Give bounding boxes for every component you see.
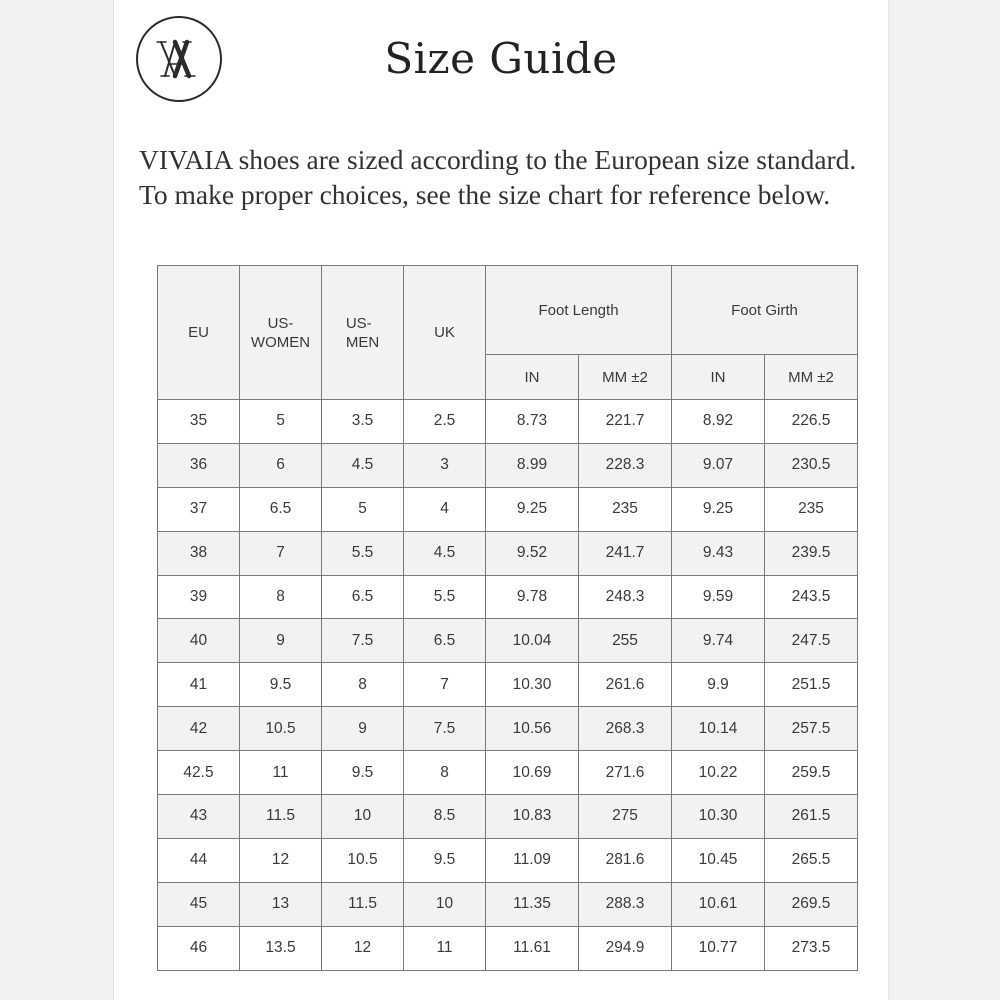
cell-length-mm: 294.9 xyxy=(579,926,672,970)
cell-girth-in: 8.92 xyxy=(672,400,765,444)
cell-us-men: 9 xyxy=(322,707,404,751)
cell-girth-in: 10.61 xyxy=(672,882,765,926)
cell-eu: 41 xyxy=(158,663,240,707)
cell-length-in: 10.56 xyxy=(486,707,579,751)
cell-us-men: 5 xyxy=(322,487,404,531)
cell-length-mm: 248.3 xyxy=(579,575,672,619)
cell-us-women: 5 xyxy=(240,400,322,444)
table-row xyxy=(158,795,858,839)
cell-girth-in: 9.43 xyxy=(672,531,765,575)
cell-uk: 3 xyxy=(404,443,486,487)
cell-length-in: 9.25 xyxy=(486,487,579,531)
cell-length-in: 11.61 xyxy=(486,926,579,970)
size-guide-page xyxy=(113,0,889,1000)
cell-eu: 36 xyxy=(158,443,240,487)
header-girth-mm: MM ±2 xyxy=(765,355,858,400)
header-uk: UK xyxy=(404,266,486,400)
header-girth-in: IN xyxy=(672,355,765,400)
cell-us-men: 11.5 xyxy=(322,882,404,926)
cell-girth-mm: 269.5 xyxy=(765,882,858,926)
cell-length-mm: 241.7 xyxy=(579,531,672,575)
cell-girth-mm: 273.5 xyxy=(765,926,858,970)
cell-length-mm: 268.3 xyxy=(579,707,672,751)
cell-length-in: 10.83 xyxy=(486,795,579,839)
header-us-women xyxy=(240,266,322,400)
cell-girth-mm: 265.5 xyxy=(765,838,858,882)
table-row xyxy=(158,926,858,970)
cell-uk: 8 xyxy=(404,751,486,795)
cell-eu: 38 xyxy=(158,531,240,575)
cell-uk: 7 xyxy=(404,663,486,707)
cell-uk: 2.5 xyxy=(404,400,486,444)
cell-uk: 4.5 xyxy=(404,531,486,575)
cell-length-mm: 261.6 xyxy=(579,663,672,707)
cell-length-mm: 271.6 xyxy=(579,751,672,795)
cell-length-mm: 228.3 xyxy=(579,443,672,487)
cell-us-men: 8 xyxy=(322,663,404,707)
cell-us-men: 6.5 xyxy=(322,575,404,619)
cell-eu: 44 xyxy=(158,838,240,882)
cell-us-women: 6 xyxy=(240,443,322,487)
cell-length-in: 10.30 xyxy=(486,663,579,707)
cell-girth-mm: 251.5 xyxy=(765,663,858,707)
table-row xyxy=(158,707,858,751)
cell-us-women: 7 xyxy=(240,531,322,575)
cell-uk: 6.5 xyxy=(404,619,486,663)
cell-girth-mm: 247.5 xyxy=(765,619,858,663)
cell-us-men: 10 xyxy=(322,795,404,839)
cell-uk: 7.5 xyxy=(404,707,486,751)
cell-uk: 11 xyxy=(404,926,486,970)
cell-girth-in: 10.22 xyxy=(672,751,765,795)
cell-girth-mm: 226.5 xyxy=(765,400,858,444)
intro-text xyxy=(139,142,879,212)
header-foot-length: Foot Length xyxy=(486,266,672,355)
table-row xyxy=(158,619,858,663)
intro-line-1: VIVAIA shoes are sized according to the European size standard. xyxy=(139,144,857,175)
cell-eu: 35 xyxy=(158,400,240,444)
table-row xyxy=(158,838,858,882)
cell-girth-in: 9.9 xyxy=(672,663,765,707)
cell-girth-in: 10.45 xyxy=(672,838,765,882)
header-us-men xyxy=(322,266,404,400)
cell-us-men: 10.5 xyxy=(322,838,404,882)
cell-girth-mm: 261.5 xyxy=(765,795,858,839)
size-table-body xyxy=(158,400,858,971)
cell-us-women: 12 xyxy=(240,838,322,882)
cell-uk: 10 xyxy=(404,882,486,926)
cell-us-women: 13 xyxy=(240,882,322,926)
cell-girth-mm: 235 xyxy=(765,487,858,531)
cell-us-women: 11 xyxy=(240,751,322,795)
cell-eu: 37 xyxy=(158,487,240,531)
cell-girth-mm: 259.5 xyxy=(765,751,858,795)
cell-uk: 4 xyxy=(404,487,486,531)
cell-us-women: 10.5 xyxy=(240,707,322,751)
cell-length-mm: 235 xyxy=(579,487,672,531)
cell-length-in: 9.78 xyxy=(486,575,579,619)
page-title: Size Guide xyxy=(384,34,618,83)
cell-us-women: 9 xyxy=(240,619,322,663)
cell-us-women: 11.5 xyxy=(240,795,322,839)
cell-girth-in: 10.77 xyxy=(672,926,765,970)
cell-eu: 39 xyxy=(158,575,240,619)
cell-length-in: 11.35 xyxy=(486,882,579,926)
cell-us-women: 8 xyxy=(240,575,322,619)
table-row xyxy=(158,882,858,926)
cell-girth-in: 10.14 xyxy=(672,707,765,751)
cell-girth-mm: 257.5 xyxy=(765,707,858,751)
cell-girth-mm: 230.5 xyxy=(765,443,858,487)
cell-girth-mm: 239.5 xyxy=(765,531,858,575)
cell-eu: 43 xyxy=(158,795,240,839)
cell-uk: 5.5 xyxy=(404,575,486,619)
header-length-in: IN xyxy=(486,355,579,400)
cell-eu: 45 xyxy=(158,882,240,926)
cell-girth-mm: 243.5 xyxy=(765,575,858,619)
intro-line-2: To make proper choices, see the size chart for reference below. xyxy=(139,179,831,210)
cell-length-in: 11.09 xyxy=(486,838,579,882)
cell-us-men: 7.5 xyxy=(322,619,404,663)
cell-us-women: 9.5 xyxy=(240,663,322,707)
table-row xyxy=(158,487,858,531)
cell-eu: 42.5 xyxy=(158,751,240,795)
cell-us-women: 13.5 xyxy=(240,926,322,970)
cell-length-mm: 288.3 xyxy=(579,882,672,926)
table-row xyxy=(158,575,858,619)
cell-girth-in: 9.07 xyxy=(672,443,765,487)
cell-us-men: 4.5 xyxy=(322,443,404,487)
cell-length-in: 8.99 xyxy=(486,443,579,487)
cell-us-women: 6.5 xyxy=(240,487,322,531)
cell-length-in: 10.69 xyxy=(486,751,579,795)
cell-length-mm: 275 xyxy=(579,795,672,839)
cell-eu: 42 xyxy=(158,707,240,751)
cell-girth-in: 9.74 xyxy=(672,619,765,663)
size-chart-table xyxy=(157,265,858,971)
cell-length-in: 9.52 xyxy=(486,531,579,575)
header-foot-girth: Foot Girth xyxy=(672,266,858,355)
cell-uk: 9.5 xyxy=(404,838,486,882)
cell-eu: 40 xyxy=(158,619,240,663)
table-row xyxy=(158,663,858,707)
header-us-women-label: US- WOMEN xyxy=(250,314,311,351)
cell-length-mm: 255 xyxy=(579,619,672,663)
table-row xyxy=(158,751,858,795)
cell-us-men: 5.5 xyxy=(322,531,404,575)
cell-length-mm: 281.6 xyxy=(579,838,672,882)
cell-length-in: 8.73 xyxy=(486,400,579,444)
cell-us-men: 3.5 xyxy=(322,400,404,444)
cell-us-men: 12 xyxy=(322,926,404,970)
header-length-mm: MM ±2 xyxy=(579,355,672,400)
cell-length-mm: 221.7 xyxy=(579,400,672,444)
table-row xyxy=(158,531,858,575)
cell-us-men: 9.5 xyxy=(322,751,404,795)
header-us-men-label: US- MEN xyxy=(345,314,380,351)
cell-girth-in: 10.30 xyxy=(672,795,765,839)
cell-girth-in: 9.25 xyxy=(672,487,765,531)
cell-girth-in: 9.59 xyxy=(672,575,765,619)
cell-length-in: 10.04 xyxy=(486,619,579,663)
table-row xyxy=(158,400,858,444)
cell-eu: 46 xyxy=(158,926,240,970)
cell-uk: 8.5 xyxy=(404,795,486,839)
header-eu: EU xyxy=(158,266,240,400)
table-row xyxy=(158,443,858,487)
